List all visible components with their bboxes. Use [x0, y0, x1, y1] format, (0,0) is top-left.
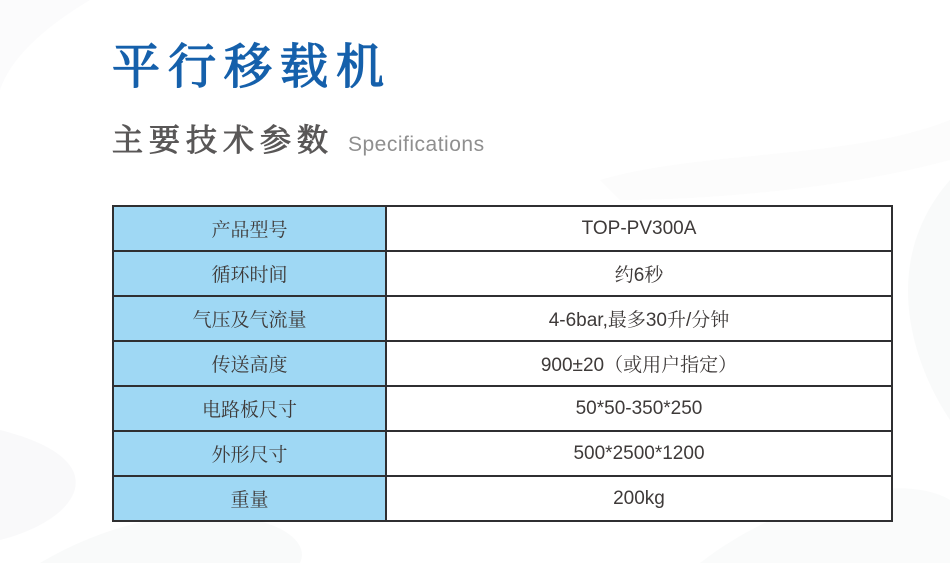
spec-label-cell: 循环时间	[113, 251, 386, 296]
spec-value-cell: TOP-PV300A	[386, 206, 892, 251]
page-title: 平行移载机	[112, 41, 393, 94]
section-heading-cn: 主要技术参数	[112, 123, 334, 158]
spec-value-cell: 200kg	[386, 476, 892, 521]
spec-value-cell: 4-6bar,最多30升/分钟	[386, 296, 892, 341]
spec-label-cell: 传送高度	[113, 341, 386, 386]
spec-value-cell: 约6秒	[386, 251, 892, 296]
spec-value-cell: 50*50-350*250	[386, 386, 892, 431]
table-row	[113, 206, 892, 251]
table-row	[113, 476, 892, 521]
table-row	[113, 431, 892, 476]
spec-table-body	[113, 206, 892, 521]
spec-label-cell: 外形尺寸	[113, 431, 386, 476]
table-row	[113, 251, 892, 296]
spec-value-cell: 900±20（或用户指定）	[386, 341, 892, 386]
spec-label-cell: 重量	[113, 476, 386, 521]
table-row	[113, 296, 892, 341]
spec-table	[112, 205, 893, 522]
spec-value-cell: 500*2500*1200	[386, 431, 892, 476]
spec-label-cell: 电路板尺寸	[113, 386, 386, 431]
table-row	[113, 386, 892, 431]
spec-label-cell: 气压及气流量	[113, 296, 386, 341]
spec-label-cell: 产品型号	[113, 206, 386, 251]
section-heading	[112, 124, 485, 158]
table-row	[113, 341, 892, 386]
section-heading-en: Specifications	[348, 133, 485, 156]
